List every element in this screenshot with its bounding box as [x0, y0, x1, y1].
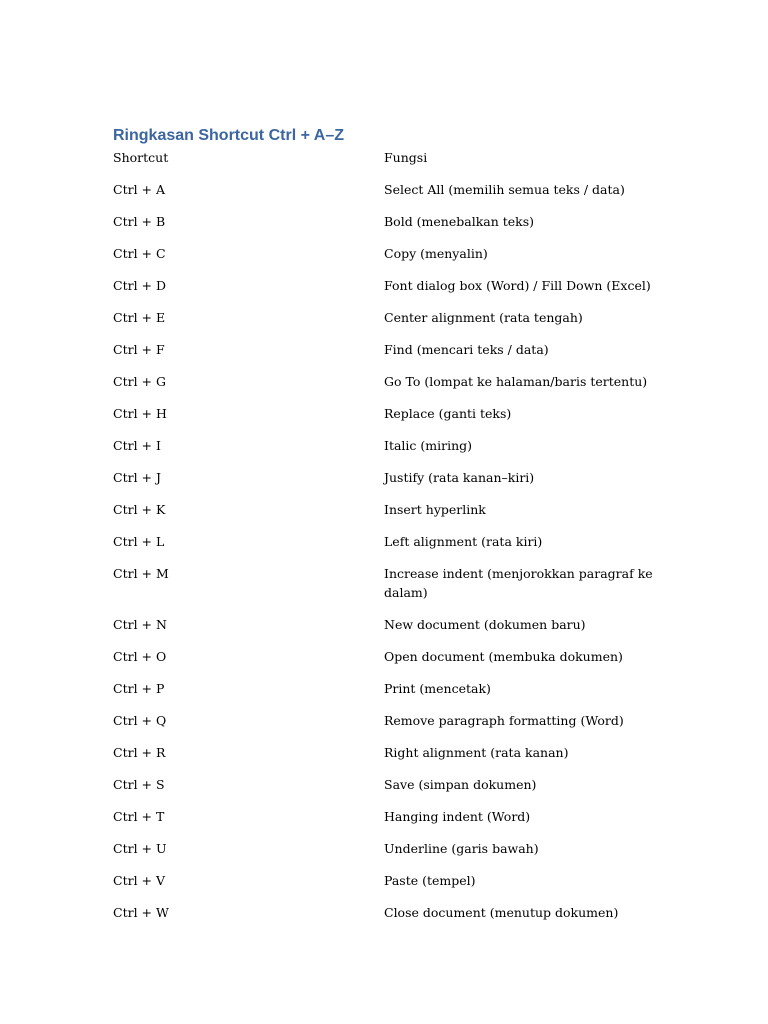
function-cell: Italic (miring)	[384, 438, 473, 453]
function-cell: Print (mencetak)	[384, 681, 491, 696]
function-cell: Bold (menebalkan teks)	[384, 214, 535, 229]
shortcut-cell: Ctrl + E	[113, 310, 166, 325]
shortcut-cell: Ctrl + F	[113, 342, 165, 357]
function-cell: Center alignment (rata tengah)	[384, 310, 583, 325]
table-header	[113, 148, 673, 170]
table-row	[113, 775, 673, 807]
function-cell: New document (dokumen baru)	[384, 617, 586, 632]
table-row	[113, 500, 673, 532]
table-row	[113, 212, 673, 244]
function-cell: Right alignment (rata kanan)	[384, 745, 569, 760]
function-cell: Font dialog box (Word) / Fill Down (Excel)	[384, 278, 651, 293]
table-row	[113, 807, 673, 839]
table-row	[113, 711, 673, 743]
table-row	[113, 871, 673, 903]
column-header-function: Fungsi	[384, 150, 428, 165]
function-cell: Replace (ganti teks)	[384, 406, 512, 421]
shortcut-cell: Ctrl + W	[113, 905, 169, 920]
function-cell: Open document (membuka dokumen)	[384, 649, 623, 664]
shortcut-cell: Ctrl + N	[113, 617, 167, 632]
shortcut-cell: Ctrl + U	[113, 841, 167, 856]
shortcut-cell: Ctrl + P	[113, 681, 165, 696]
function-cell: Save (simpan dokumen)	[384, 777, 537, 792]
shortcut-cell: Ctrl + M	[113, 566, 169, 581]
shortcut-cell: Ctrl + H	[113, 406, 167, 421]
shortcut-cell: Ctrl + K	[113, 502, 166, 517]
function-cell: Paste (tempel)	[384, 873, 476, 888]
table-row	[113, 404, 673, 436]
function-cell: Underline (garis bawah)	[384, 841, 539, 856]
table-row	[113, 180, 673, 212]
function-cell: Insert hyperlink	[384, 502, 486, 517]
function-cell: Select All (memilih semua teks / data)	[384, 182, 625, 197]
shortcut-cell: Ctrl + B	[113, 214, 166, 229]
function-cell: Copy (menyalin)	[384, 246, 488, 261]
document-page	[113, 124, 673, 935]
table-row	[113, 679, 673, 711]
table-row	[113, 308, 673, 340]
table-row	[113, 436, 673, 468]
function-cell: Find (mencari teks / data)	[384, 342, 549, 357]
shortcut-cell: Ctrl + L	[113, 534, 165, 549]
shortcut-cell: Ctrl + C	[113, 246, 166, 261]
shortcut-cell: Ctrl + T	[113, 809, 165, 824]
function-cell: Left alignment (rata kiri)	[384, 534, 543, 549]
shortcut-table	[113, 180, 673, 935]
shortcut-cell: Ctrl + O	[113, 649, 167, 664]
shortcut-cell: Ctrl + G	[113, 374, 166, 389]
function-cell: Remove paragraph formatting (Word)	[384, 713, 624, 728]
shortcut-cell: Ctrl + I	[113, 438, 161, 453]
function-cell: Hanging indent (Word)	[384, 809, 531, 824]
table-row	[113, 244, 673, 276]
shortcut-cell: Ctrl + V	[113, 873, 166, 888]
table-row	[113, 615, 673, 647]
table-row	[113, 532, 673, 564]
shortcut-cell: Ctrl + Q	[113, 713, 167, 728]
shortcut-cell: Ctrl + D	[113, 278, 167, 293]
function-cell: Increase indent (menjorokkan paragraf ke dalam)	[384, 566, 653, 600]
function-cell: Justify (rata kanan–kiri)	[384, 470, 535, 485]
page-title: Ringkasan Shortcut Ctrl + A–Z	[113, 127, 344, 144]
shortcut-cell: Ctrl + J	[113, 470, 161, 485]
function-cell: Close document (menutup dokumen)	[384, 905, 619, 920]
shortcut-cell: Ctrl + S	[113, 777, 165, 792]
table-row	[113, 276, 673, 308]
function-cell: Go To (lompat ke halaman/baris tertentu)	[384, 374, 648, 389]
column-header-shortcut: Shortcut	[113, 150, 169, 165]
table-row	[113, 468, 673, 500]
table-row	[113, 743, 673, 775]
shortcut-cell: Ctrl + R	[113, 745, 166, 760]
table-row	[113, 372, 673, 404]
table-row	[113, 839, 673, 871]
table-row	[113, 903, 673, 935]
table-row	[113, 340, 673, 372]
table-row	[113, 564, 673, 615]
shortcut-cell: Ctrl + A	[113, 182, 166, 197]
table-row	[113, 647, 673, 679]
